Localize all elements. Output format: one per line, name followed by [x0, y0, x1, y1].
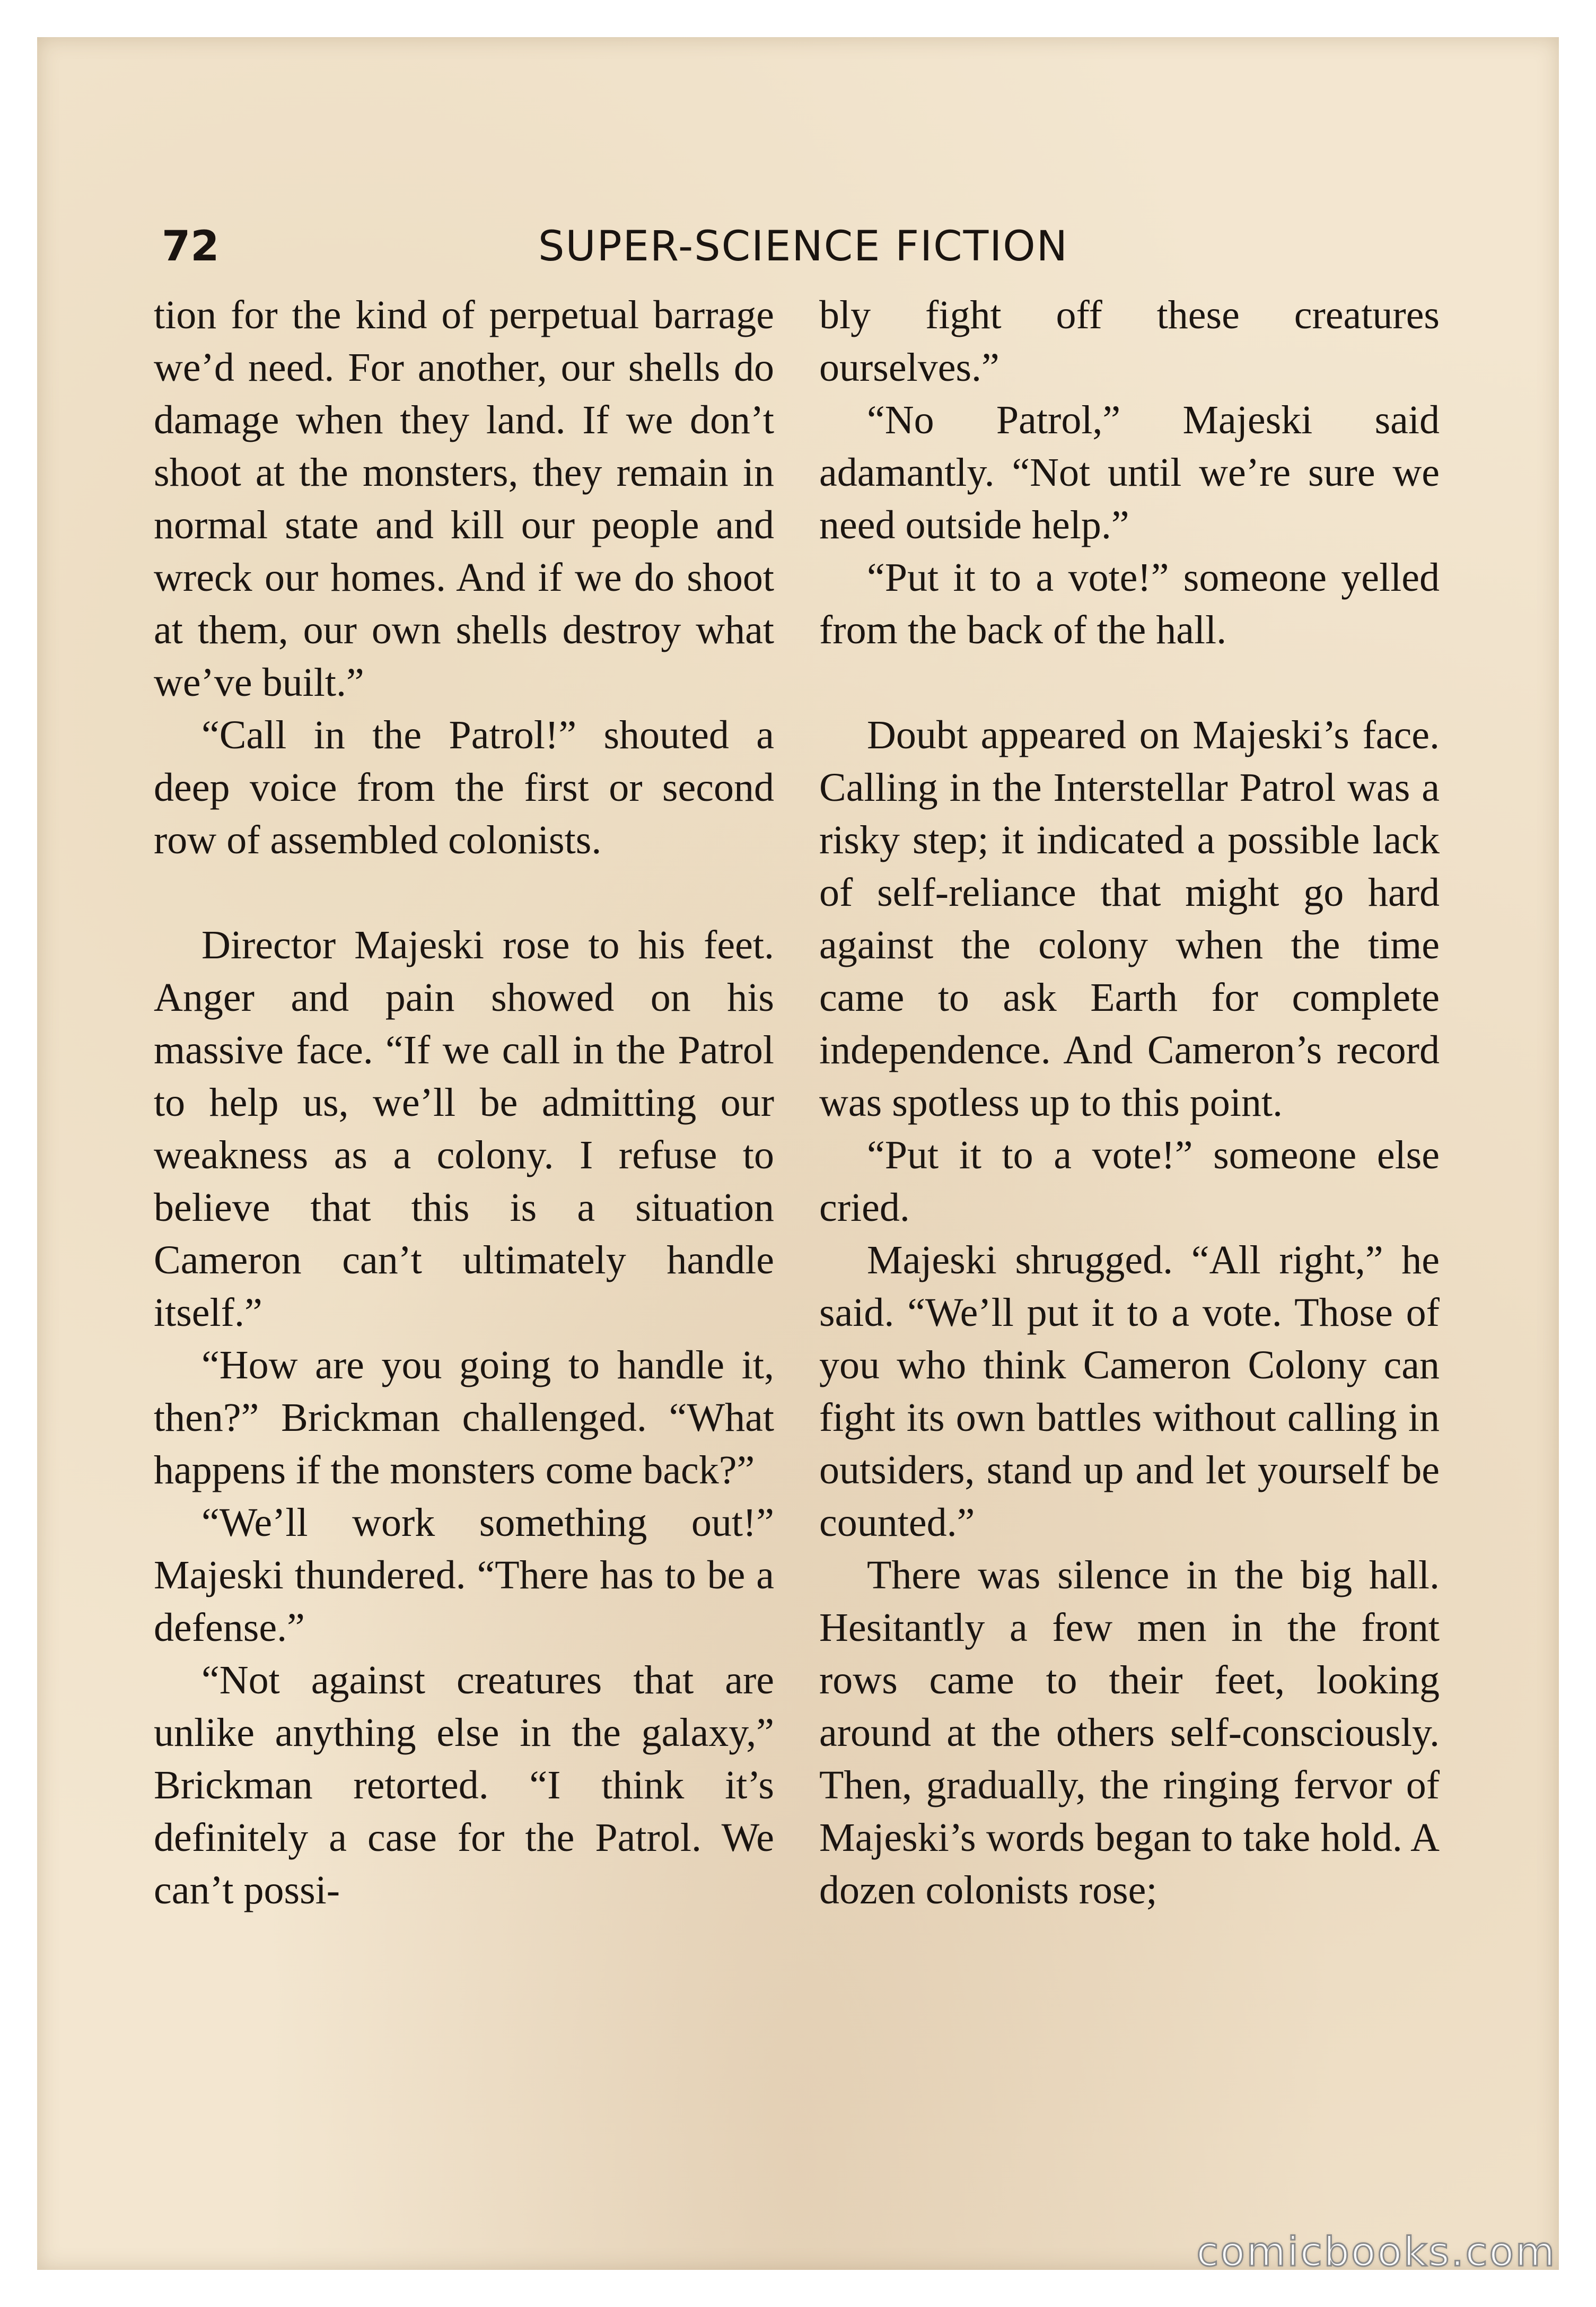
- paragraph: tion for the kind of perpetual barrage we’d need. For another, our shells do damage when they land. If we don’t shoot at the monsters, they remain in normal state and kill our people and wreck our homes. And if we do shoot at them, our own shells destroy what we’ve built.”: [154, 293, 774, 705]
- paragraph: “Call in the Patrol!” shouted a deep voice from the first or second row of assembled colonists.: [154, 713, 774, 862]
- paragraph: “Put it to a vote!” someone yelled from the back of the hall.: [819, 555, 1440, 652]
- paragraph: “Not against creatures that are unlike anything else in the galaxy,” Brickman retorted. “I think it’s definitely a case for the Patrol. We can’t possi-: [154, 1658, 774, 1912]
- paragraph: “How are you going to handle it, then?” Brickman challenged. “What happens if the monsters come back?”: [154, 1343, 774, 1492]
- paragraph: “No Patrol,” Majeski said adamantly. “Not until we’re sure we need outside help.”: [819, 398, 1440, 547]
- running-head-title: SUPER-SCIENCE FICTION: [538, 223, 1068, 270]
- left-text-column: [154, 289, 774, 1917]
- page-header: [162, 217, 1445, 276]
- paragraph: There was silence in the big hall. Hesitantly a few men in the front rows came to their feet, looking around at the others self-consciously. Then, gradually, the ringing fervor of Majeski’s words began to take hold. A dozen colonists rose;: [819, 1553, 1440, 1912]
- paragraph: Doubt appeared on Majeski’s face. Calling in the Interstellar Patrol was a risky step; it indicated a possible lack of self-reliance that might go hard against the colony when the time came to ask Earth for complete independence. And Cameron’s record was spotless up to this point.: [819, 713, 1440, 1125]
- paragraph: “Put it to a vote!” someone else cried.: [819, 1133, 1440, 1230]
- paragraph: “We’ll work something out!” Majeski thundered. “There has to be a defense.”: [154, 1500, 774, 1650]
- paragraph: Director Majeski rose to his feet. Anger and pain showed on his massive face. “If we call in the Patrol to help us, we’ll be admitting our weakness as a colony. I refuse to believe that this is a situation Cameron can’t ultimately handle itself.”: [154, 923, 774, 1335]
- paragraph: bly fight off these creatures ourselves.”: [819, 293, 1440, 390]
- right-text-column: [819, 289, 1440, 1917]
- paragraph: Majeski shrugged. “All right,” he said. “We’ll put it to a vote. Those of you who think Cameron Colony can fight its own battles without calling in outsiders, stand up and let yourself be counted.”: [819, 1238, 1440, 1545]
- page-number: 72: [162, 223, 220, 270]
- watermark-logo: comicbooks.com: [1196, 2228, 1556, 2275]
- magazine-page: [37, 37, 1559, 2270]
